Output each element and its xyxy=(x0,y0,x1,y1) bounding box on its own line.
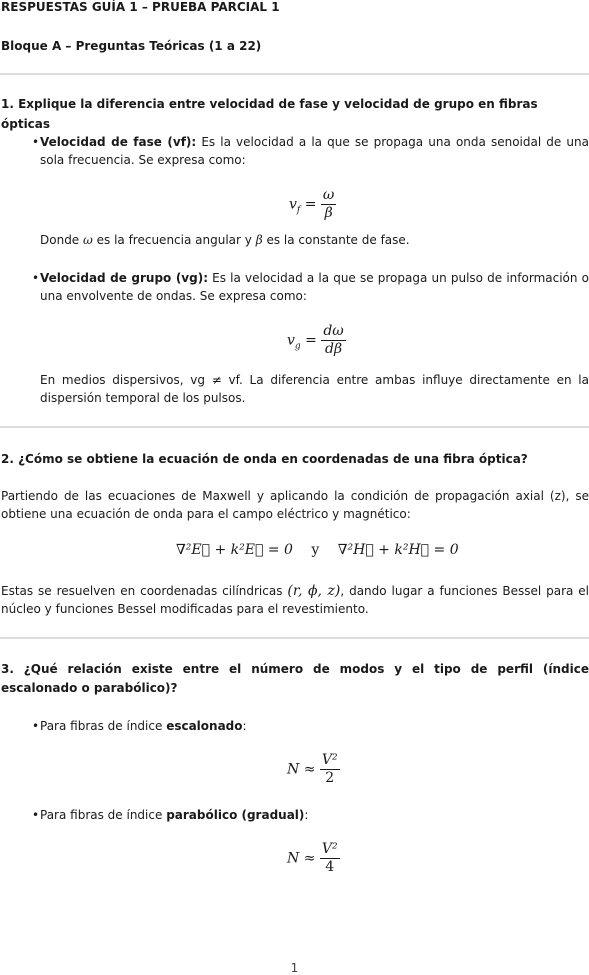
note1-omega: ω xyxy=(83,233,93,247)
q3-b1-bold: escalonado xyxy=(166,719,243,733)
equation-wave xyxy=(176,542,459,558)
note1-a: Donde xyxy=(40,233,84,247)
eq-wave-right: ∇²H⃗ + k²H⃗ = 0 xyxy=(337,542,459,558)
bullet-icon: • xyxy=(32,719,40,733)
page-number: 1 xyxy=(290,961,299,975)
bullet-icon: • xyxy=(32,271,40,285)
eq1-sub: f xyxy=(296,205,301,216)
eq3-fraction xyxy=(320,752,340,787)
document-title: RESPUESTAS GUÍA 1 – PRUEBA PARCIAL 1 xyxy=(1,0,280,14)
eq4-num: V² xyxy=(321,841,338,857)
eq4-den: 4 xyxy=(325,859,335,875)
eq2-fraction xyxy=(321,323,345,358)
q3-bullet-graded-index xyxy=(32,806,589,824)
eq1-num: ω xyxy=(322,187,335,203)
q3-bullet-step-index xyxy=(32,717,589,735)
question-2-title: 2. ¿Cómo se obtiene la ecuación de onda en coordenadas de una fibra óptica? xyxy=(1,452,528,466)
q3-b2-b: : xyxy=(304,808,309,822)
equation-modes-step xyxy=(287,752,340,787)
q3-b1-b: : xyxy=(242,719,247,733)
equation-phase-velocity: $v_f$ = $\frac{\omega}{\beta}$ xyxy=(289,187,335,221)
q1-b2-bold: Velocidad de grupo (vg): xyxy=(40,271,208,285)
eq3-den: 2 xyxy=(325,770,335,786)
equation-modes-graded xyxy=(287,841,340,876)
eq1-fraction xyxy=(321,187,336,222)
q1-b2-text: Es la velocidad a la que se propaga un pulso de información o una envolvente de ondas. Se expresa como: xyxy=(40,271,589,303)
equation-group-velocity: $v_g$ = $\frac{d\omega}{d\beta}$ xyxy=(287,323,344,357)
q2-paragraph-1: Partiendo de las ecuaciones de Maxwell y aplicando la condición de propagación axial (z), se obtiene una ecuación de onda para el campo eléctrico y magnético: xyxy=(1,489,589,521)
eq1-lhs: v xyxy=(289,196,297,213)
para2-coords: (r, ϕ, z) xyxy=(287,583,341,599)
bullet-icon: • xyxy=(32,808,40,822)
block-title: Bloque A – Preguntas Teóricas (1 a 22) xyxy=(1,39,262,53)
para2-a: Estas se resuelven en coordenadas cilíndricas xyxy=(1,584,288,598)
question-1-title: 1. Explique la diferencia entre velocidad de fase y velocidad de grupo en fibras ópticas xyxy=(1,97,538,131)
eq4-lhs: N ≈ xyxy=(287,850,316,867)
eq2-den: dβ xyxy=(324,341,343,357)
note1-c: es la constante de fase. xyxy=(262,233,410,247)
eq3-num: V² xyxy=(321,752,338,768)
q1-bullet-phase-velocity xyxy=(32,133,589,169)
note1-beta: β xyxy=(255,233,263,247)
divider xyxy=(0,637,589,639)
q1-b1-bold: Velocidad de fase (vf): xyxy=(40,135,197,149)
q1-bullet-group-velocity xyxy=(32,269,589,305)
eq2-lhs: v xyxy=(287,332,295,349)
q2-paragraph-2 xyxy=(1,582,589,618)
eq4-fraction xyxy=(320,841,340,876)
eq1-den: β xyxy=(324,205,333,221)
divider xyxy=(0,426,589,428)
q3-b2-bold: parabólico (gradual) xyxy=(166,808,305,822)
q1-b1-text: Es la velocidad a la que se propaga una onda senoidal de una sola frecuencia. Se expresa como: xyxy=(40,135,589,167)
q1-note-2: En medios dispersivos, vg ≠ vf. La diferencia entre ambas influye directamente en la dispersión temporal de los pulsos. xyxy=(40,373,589,405)
divider xyxy=(0,73,589,75)
eq-wave-and: y xyxy=(311,542,320,558)
eq2-sub: g xyxy=(294,341,301,352)
eq3-lhs: N ≈ xyxy=(287,761,316,778)
eq-wave-left: ∇²E⃗ + k²E⃗ = 0 xyxy=(176,542,293,558)
eq2-num: dω xyxy=(323,323,344,339)
q3-b2-a: Para fibras de índice xyxy=(40,808,167,822)
note1-b: es la frecuencia angular y xyxy=(92,233,256,247)
question-3-title: 3. ¿Qué relación existe entre el número de modos y el tipo de perfil (índice escalonado o parabólico)? xyxy=(1,662,589,695)
q3-b1-a: Para fibras de índice xyxy=(40,719,167,733)
para2-b: , dando lugar a funciones Bessel para el núcleo y funciones Bessel modificadas para el revestimiento. xyxy=(1,584,589,616)
bullet-icon: • xyxy=(32,135,40,149)
q1-note-1 xyxy=(40,231,410,249)
